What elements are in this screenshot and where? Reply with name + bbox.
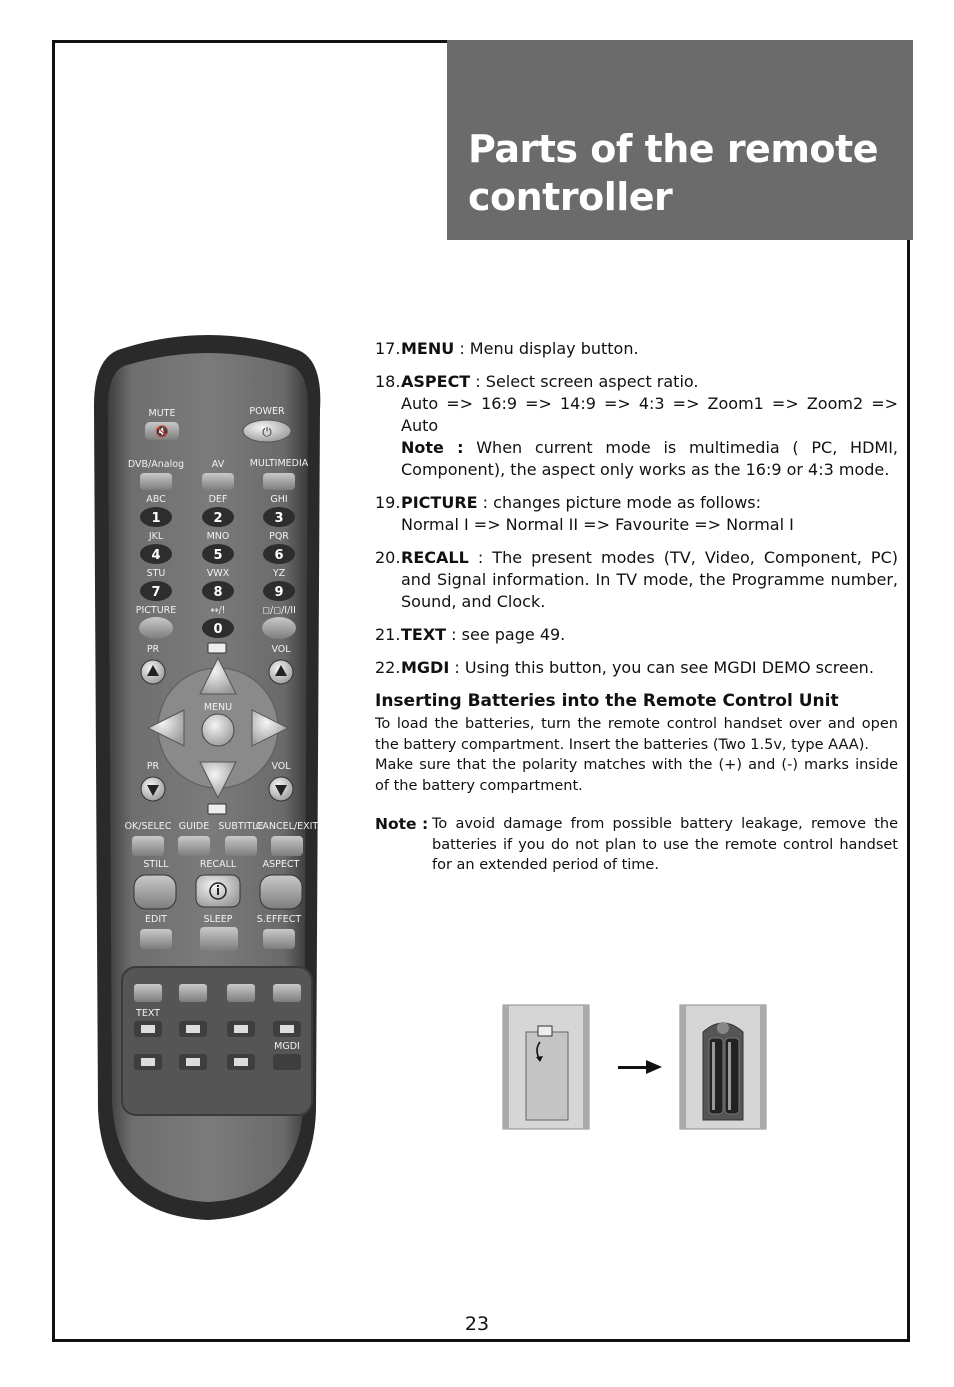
item-mgdi	[375, 657, 898, 679]
mute-icon: 🔇	[155, 425, 169, 438]
batteries-heading: Inserting Batteries into the Remote Control Unit	[375, 691, 839, 711]
battery-compartment-open	[680, 1005, 766, 1129]
item-key: TEXT	[401, 625, 447, 644]
vwx-label: VWX	[206, 568, 230, 579]
key-5-label: 5	[213, 548, 223, 563]
still-label: STILL	[143, 859, 169, 870]
cancel-label: CANCEL/EXIT	[255, 821, 319, 832]
subtitle-button[interactable]	[225, 836, 257, 856]
item-number: 17.	[375, 339, 401, 358]
green-button[interactable]	[179, 984, 207, 1002]
ghi-label: GHI	[270, 494, 288, 505]
cancel-exit-button[interactable]	[271, 836, 303, 856]
sleep-button[interactable]	[200, 927, 238, 951]
vol-up-label: VOL	[271, 644, 291, 655]
note-label: Note :	[401, 438, 464, 457]
stu-label: STU	[146, 568, 166, 579]
av-label: AV	[211, 459, 225, 470]
av-button[interactable]	[202, 473, 234, 490]
item-number: 21.	[375, 625, 401, 644]
teletext-icon	[208, 643, 226, 653]
mgdi-label: MGDI	[274, 1041, 300, 1052]
vol-down-label: VOL	[271, 761, 291, 772]
batteries-paragraph-1: To load the batteries, turn the remote control handset over and open the battery compartment. Insert the batteries (Two 1.5v, type AAA).	[375, 716, 898, 753]
swap-label: ↔/!	[210, 605, 226, 616]
key-2-label: 2	[213, 511, 223, 526]
arrow-icon	[618, 1060, 662, 1074]
still-button[interactable]	[134, 875, 176, 909]
item-key: RECALL	[401, 548, 469, 567]
item-number: 22.	[375, 658, 401, 677]
page-number: 23	[464, 1313, 490, 1335]
picture-button[interactable]	[139, 617, 173, 639]
page-title: Parts of the remote controller	[468, 127, 878, 219]
mgdi-button[interactable]	[273, 1054, 301, 1070]
key-3-label: 3	[274, 511, 284, 526]
mno-label: MNO	[206, 531, 230, 542]
pr-down-label: PR	[146, 761, 160, 772]
sound-label: ◻/◻/I/II	[262, 605, 296, 616]
battery-cover-closed	[503, 1005, 589, 1129]
dvb-button[interactable]	[140, 473, 172, 490]
item-text: : see page 49.	[446, 625, 566, 644]
item-number: 18.	[375, 372, 401, 391]
item-text: : Using this button, you can see MGDI DEMO screen.	[449, 658, 874, 677]
recall-label: RECALL	[199, 859, 237, 870]
abc-label: ABC	[146, 494, 166, 505]
key-8-label: 8	[213, 585, 223, 600]
power-icon: ⏻	[262, 425, 272, 439]
item-key: MENU	[401, 339, 455, 358]
menu-button[interactable]	[202, 714, 234, 746]
edit-button[interactable]	[140, 929, 172, 949]
def-label: DEF	[208, 494, 228, 505]
description-column	[375, 338, 898, 876]
item-recall	[375, 547, 898, 613]
battery-note	[375, 814, 898, 876]
batteries-paragraph-2: Make sure that the polarity matches with the (+) and (-) marks inside of the battery compartment.	[375, 757, 898, 794]
item-number: 20.	[375, 548, 401, 567]
item-key: PICTURE	[401, 493, 478, 512]
item-number: 19.	[375, 493, 401, 512]
ok-select-button[interactable]	[132, 836, 164, 856]
aspect-label: ASPECT	[262, 859, 300, 870]
battery-note-label: Note :	[375, 815, 429, 833]
item-key: MGDI	[401, 658, 450, 677]
pqr-label: PQR	[269, 531, 289, 542]
power-label: POWER	[249, 406, 285, 417]
pr-up-label: PR	[146, 644, 160, 655]
edit-label: EDIT	[145, 914, 167, 925]
red-button[interactable]	[134, 984, 162, 1002]
item-sequence: Normal I => Normal II => Favourite => Normal I	[401, 515, 794, 534]
sound-button[interactable]	[262, 617, 296, 639]
battery-note-text: To avoid damage from possible battery leakage, remove the batteries if you do not plan to use the remote control handset for an extended period of time.	[432, 816, 898, 873]
multimedia-label: MULTIMEDIA	[249, 458, 309, 469]
item-picture	[375, 492, 898, 536]
teletext-icon-2	[208, 804, 226, 814]
item-aspect	[375, 371, 898, 481]
item-menu	[375, 338, 898, 360]
item-text: : Menu display button.	[454, 339, 639, 358]
seffect-button[interactable]	[263, 929, 295, 949]
jkl-label: JKL	[148, 531, 164, 542]
picture-label: PICTURE	[135, 605, 177, 616]
subtitle-label: SUBTITLE	[218, 821, 264, 832]
key-7-label: 7	[151, 585, 161, 600]
dvb-label: DVB/Analog	[127, 459, 185, 470]
yz-label: YZ	[272, 568, 286, 579]
guide-label: GUIDE	[178, 821, 210, 832]
item-text: : changes picture mode as follows:	[477, 493, 762, 512]
note-text: When current mode is multimedia ( PC, HDMI, Component), the aspect only works as the 16:9 or 4:3 mode.	[401, 438, 898, 479]
item-key: ASPECT	[401, 372, 471, 391]
battery-illustration	[500, 1002, 770, 1134]
blue-button[interactable]	[273, 984, 301, 1002]
key-1-label: 1	[151, 511, 161, 526]
title-banner	[447, 40, 913, 240]
seffect-label: S.EFFECT	[256, 914, 302, 925]
multimedia-button[interactable]	[263, 473, 295, 490]
yellow-button[interactable]	[227, 984, 255, 1002]
sleep-label: SLEEP	[203, 914, 233, 925]
ok-label: OK/SELEC	[124, 821, 172, 832]
item-sequence: Auto => 16:9 => 14:9 => 4:3 => Zoom1 => Zoom2 => Auto	[401, 394, 898, 435]
item-text: : Select screen aspect ratio.	[470, 372, 699, 391]
key-4-label: 4	[151, 548, 161, 563]
key-6-label: 6	[274, 548, 284, 563]
mute-label: MUTE	[148, 408, 176, 419]
item-text: : The present modes (TV, Video, Component, PC) and Signal information. In TV mode, the Programme number, Sound, and Clock.	[401, 548, 898, 611]
item-text	[375, 624, 898, 646]
text-label: TEXT	[136, 1008, 160, 1019]
remote-illustration	[88, 330, 328, 1225]
guide-button[interactable]	[178, 836, 210, 856]
key-0-label: 0	[213, 622, 223, 637]
menu-label: MENU	[203, 702, 233, 713]
aspect-button[interactable]	[260, 875, 302, 909]
key-9-label: 9	[274, 585, 284, 600]
